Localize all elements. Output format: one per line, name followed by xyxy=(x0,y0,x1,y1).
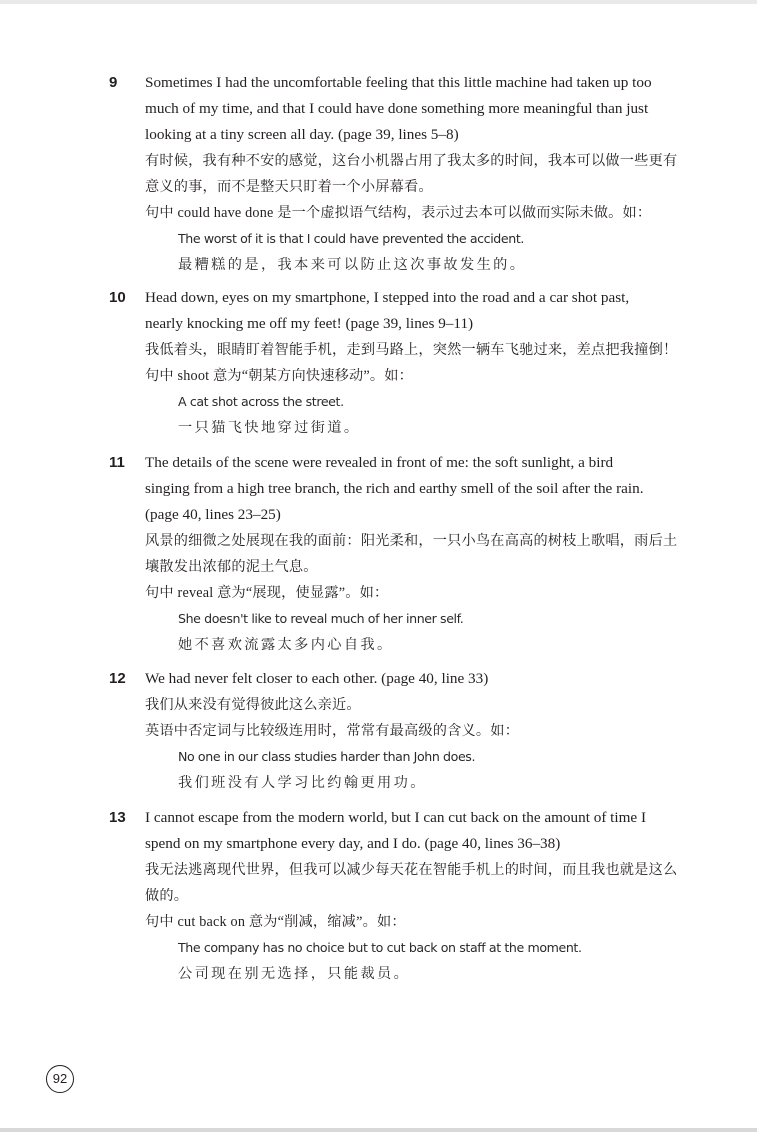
scan-top-edge xyxy=(0,0,757,4)
english-sentence-line: Head down, eyes on my smartphone, I stepped into the road and a car shot past, xyxy=(145,289,630,306)
example-chinese: 公司现在别无选择，只能裁员。 xyxy=(178,966,411,982)
chinese-translation-line: 做的。 xyxy=(145,888,189,904)
grammar-note: 句中 reveal 意为“展现，使显露”。如： xyxy=(145,585,389,601)
scan-bottom-edge xyxy=(0,1128,757,1132)
entry-number: 11 xyxy=(109,454,125,471)
english-sentence-line: spend on my smartphone every day, and I do. (page 40, lines 36–38) xyxy=(145,835,561,852)
page-number-badge: 92 xyxy=(46,1065,74,1093)
english-sentence-line: looking at a tiny screen all day. (page 39, lines 5–8) xyxy=(145,126,459,143)
example-chinese: 我们班没有人学习比约翰更用功。 xyxy=(178,775,427,791)
chinese-translation-line: 我们从来没有觉得彼此这么亲近。 xyxy=(145,697,361,713)
english-sentence-line: nearly knocking me off my feet! (page 39, lines 9–11) xyxy=(145,315,474,332)
entry-number: 10 xyxy=(109,289,126,306)
english-sentence-line: (page 40, lines 23–25) xyxy=(145,506,281,523)
example-chinese: 一只猫飞快地穿过街道。 xyxy=(178,420,361,436)
entry-number: 13 xyxy=(109,809,126,826)
example-chinese: 她不喜欢流露太多内心自我。 xyxy=(178,637,394,653)
chinese-translation-line: 我无法逃离现代世界，但我可以减少每天花在智能手机上的时间，而且我也就是这么 xyxy=(145,862,678,878)
grammar-note: 句中 shoot 意为“朝某方向快速移动”。如： xyxy=(145,368,414,384)
chinese-translation-line: 意义的事，而不是整天只盯着一个小屏幕看。 xyxy=(145,179,433,195)
chinese-translation-line: 风景的细微之处展现在我的面前：阳光柔和，一只小鸟在高高的树枝上歌唱，雨后土 xyxy=(145,533,678,549)
grammar-note: 英语中否定词与比较级连用时，常常有最高级的含义。如： xyxy=(145,723,520,739)
chinese-translation-line: 我低着头，眼睛盯着智能手机，走到马路上，突然一辆车飞驰过来，差点把我撞倒！ xyxy=(145,342,678,358)
grammar-note: 句中 cut back on 意为“削减，缩减”。如： xyxy=(145,914,406,930)
english-sentence-line: I cannot escape from the modern world, but I can cut back on the amount of time I xyxy=(145,809,647,826)
example-english: The worst of it is that I could have prevented the accident. xyxy=(178,231,524,246)
english-sentence-line: Sometimes I had the uncomfortable feeling that this little machine had taken up too xyxy=(145,74,652,91)
english-sentence-line: We had never felt closer to each other. (page 40, line 33) xyxy=(145,670,489,687)
chinese-translation-line: 壤散发出浓郁的泥土气息。 xyxy=(145,559,318,575)
grammar-note: 句中 could have done 是一个虚拟语气结构，表示过去本可以做而实际未做。如： xyxy=(145,205,652,221)
entry-number: 12 xyxy=(109,670,126,687)
example-english: A cat shot across the street. xyxy=(178,394,344,409)
english-sentence-line: The details of the scene were revealed in front of me: the soft sunlight, a bird xyxy=(145,454,614,471)
chinese-translation-line: 有时候，我有种不安的感觉，这台小机器占用了我太多的时间，我本可以做一些更有 xyxy=(145,153,678,169)
example-chinese: 最糟糕的是，我本来可以防止这次事故发生的。 xyxy=(178,257,527,273)
example-english: The company has no choice but to cut back on staff at the moment. xyxy=(178,940,582,955)
english-sentence-line: much of my time, and that I could have done something more meaningful than just xyxy=(145,100,649,117)
entry-number: 9 xyxy=(109,74,118,91)
example-english: No one in our class studies harder than John does. xyxy=(178,749,476,764)
english-sentence-line: singing from a high tree branch, the rich and earthy smell of the soil after the rain. xyxy=(145,480,644,497)
example-english: She doesn't like to reveal much of her inner self. xyxy=(178,611,464,626)
